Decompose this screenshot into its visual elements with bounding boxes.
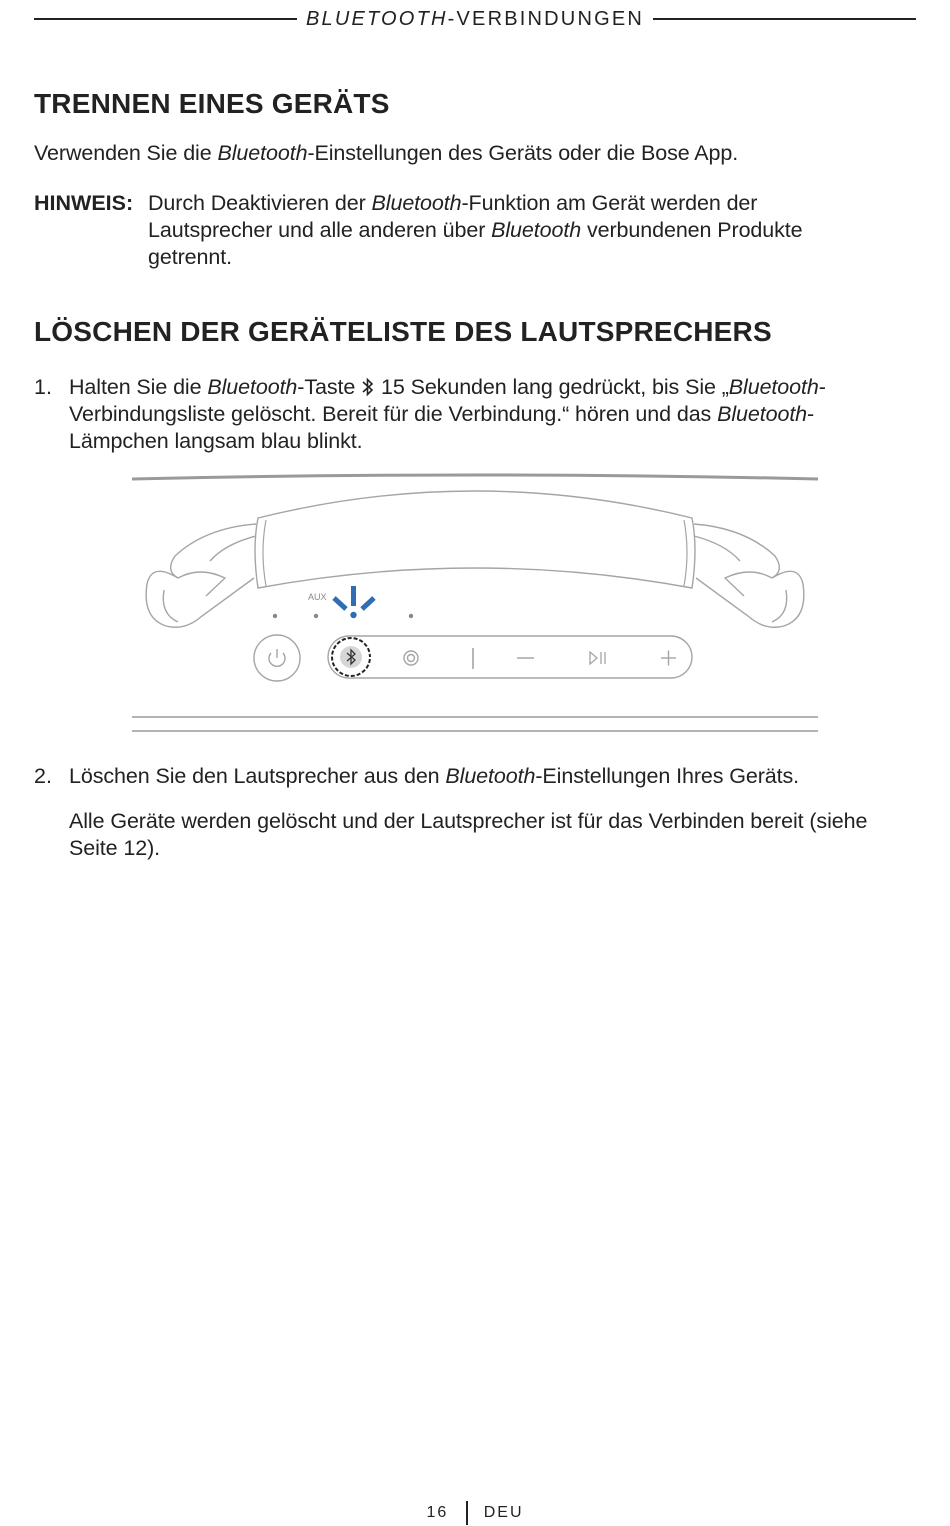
indicator-dot-aux: [314, 614, 318, 618]
step-2-text: Löschen Sie den Lautsprecher aus den Bluetooth-Einstellungen Ihres Geräts.: [69, 764, 800, 788]
step-number-1: 1.: [34, 375, 52, 399]
page-footer: [0, 1500, 950, 1526]
right-handle: [694, 524, 804, 627]
note-label: HINWEIS:: [34, 191, 134, 215]
bluetooth-light-blinking: [334, 586, 374, 618]
indicator-dot-3: [409, 614, 413, 618]
section-heading-disconnect: TRENNEN EINES GERÄTS: [34, 88, 390, 119]
step-number-2: 2.: [34, 764, 52, 788]
section-heading-clear-list: LÖSCHEN DER GERÄTELISTE DES LAUTSPRECHERS: [34, 316, 772, 347]
speaker-illustration: [130, 466, 820, 738]
page-header: [34, 6, 916, 32]
header-rule-left: [34, 18, 297, 20]
indicator-dot-1: [273, 614, 277, 618]
language-code: DEU: [483, 1504, 524, 1521]
note-text: Durch Deaktivieren der Bluetooth-Funktion am Gerät werden der Lautsprecher und alle anderen über Bluetooth verbundenen Produkte getrennt.: [148, 191, 803, 269]
step-2-result: Alle Geräte werden gelöscht und der Lautsprecher ist für das Verbinden bereit (siehe Seite 12).: [69, 809, 868, 860]
aux-label: AUX: [308, 592, 327, 602]
header-title: BLUETOOTH-VERBINDUNGEN: [305, 7, 645, 30]
control-bar: [328, 636, 692, 678]
step-1-text: Halten Sie die Bluetooth-Taste 15 Sekunden lang gedrückt, bis Sie „Bluetooth-Verbindungsliste gelöscht. Bereit für die Verbindung.“ hören und das Bluetooth-Lämpchen langsam blau blinkt.: [69, 375, 826, 453]
bluetooth-button[interactable]: [332, 638, 370, 676]
handle-band: [255, 491, 695, 588]
speaker-top-edge: [132, 475, 818, 479]
header-rule-right: [653, 18, 916, 20]
footer-separator: [466, 1501, 468, 1525]
disconnect-intro: Verwenden Sie die Bluetooth-Einstellungen des Geräts oder die Bose App.: [34, 141, 739, 165]
bluetooth-icon: [361, 377, 375, 397]
power-button[interactable]: [254, 635, 300, 681]
page-number: 16: [426, 1504, 449, 1521]
left-handle: [146, 524, 256, 627]
